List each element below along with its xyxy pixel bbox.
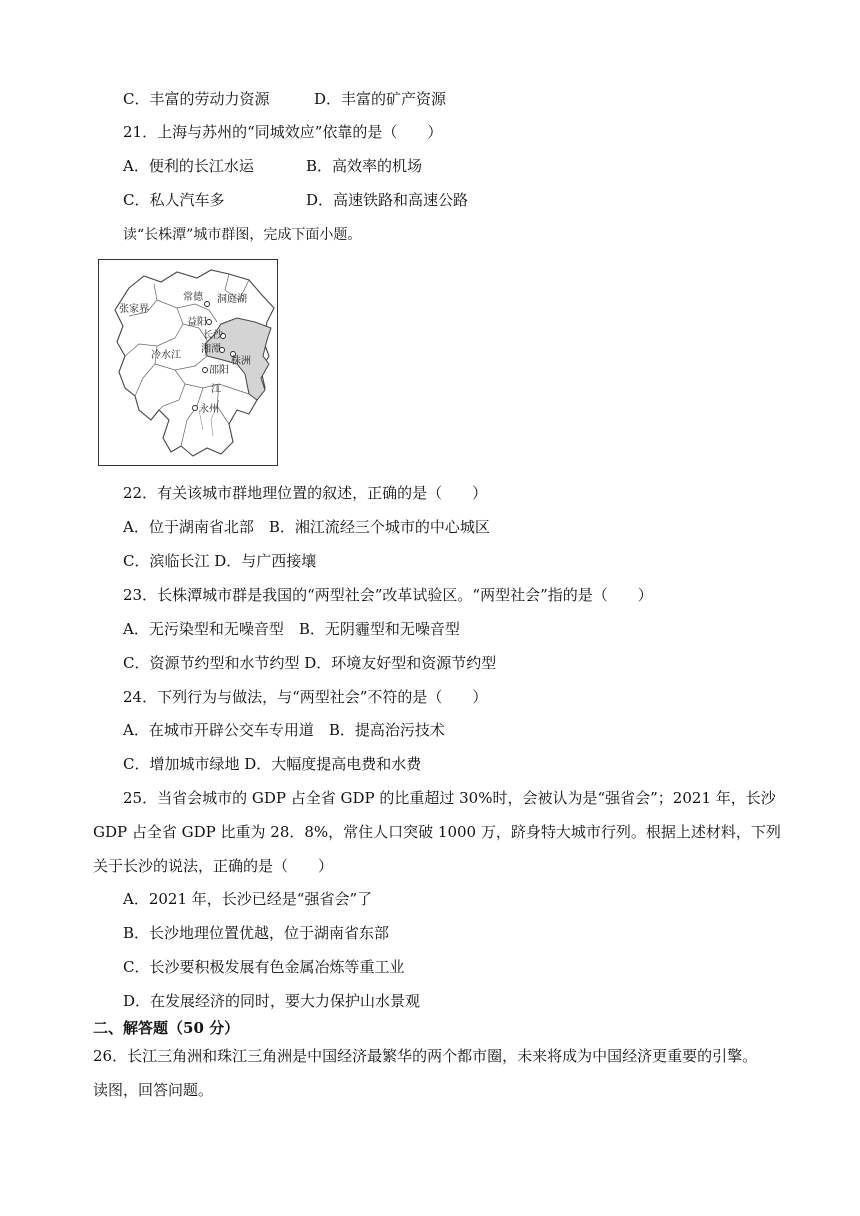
q24-options-ab: A．在城市开辟公交车专用道 B．提高治污技术: [123, 721, 445, 739]
label-yiyang: 益阳: [187, 317, 207, 328]
q23-options-cd: C．资源节约型和水节约型 D．环境友好型和资源节约型: [123, 654, 497, 672]
q22-options-cd: C．滨临长江 D．与广西接壤: [123, 552, 317, 570]
q23-options-ab: A．无污染型和无噪音型 B．无阴霾型和无噪音型: [123, 620, 460, 638]
q21-option-a: A．便利的长江水运: [123, 157, 254, 175]
yongzhou-marker: [193, 406, 198, 411]
changzhutan-map: [98, 259, 278, 466]
map-intro-text: 读“长株潭”城市群图，完成下面小题。: [123, 227, 362, 243]
shaoyang-marker: [203, 368, 208, 373]
q21-option-c: C．私人汽车多: [123, 191, 225, 209]
q24-stem: 24．下列行为与做法，与“两型社会”不符的是（ ）: [123, 688, 488, 706]
q22-stem: 22．有关该城市群地理位置的叙述，正确的是（ ）: [123, 484, 488, 502]
label-shaoyang: 邵阳: [209, 365, 229, 376]
q25-option-a: A．2021 年，长沙已经是“强省会”了: [123, 890, 373, 908]
q25-stem-line1: 25．当省会城市的 GDP 占全省 GDP 的比重超过 30%时，会被认为是“强省会”；2021 年，长沙: [123, 789, 776, 807]
q26-stem-line2: 读图，回答问题。: [93, 1081, 214, 1099]
label-changsha: 长沙: [203, 330, 223, 341]
label-jiang: 江: [211, 384, 221, 395]
yiyang-marker: [207, 320, 212, 325]
q26-stem-line1: 26．长江三角洲和珠江三角洲是中国经济最繁华的两个都市圈，未来将成为中国经济更重要的引擎。: [93, 1047, 758, 1065]
label-lengshuijiang: 冷水江: [151, 350, 181, 361]
map-drawing: [99, 260, 279, 467]
q24-options-cd: C．增加城市绿地 D．大幅度提高电费和水费: [123, 755, 422, 773]
q25-stem-line2: GDP 占全省 GDP 比重为 28．8%，常住人口突破 1000 万，跻身特大城市行列。根据上述材料，下列: [93, 823, 781, 841]
q25-stem-line3: 关于长沙的说法，正确的是（ ）: [93, 857, 334, 875]
q25-option-d: D．在发展经济的同时，要大力保护山水景观: [123, 992, 421, 1010]
q21-option-d: D．高速铁路和高速公路: [306, 191, 469, 209]
label-xiangtan: 湘潭: [201, 344, 221, 355]
label-dongtinghu: 洞庭湖: [217, 294, 247, 305]
q21-stem: 21．上海与苏州的“同城效应”依靠的是（ ）: [123, 123, 443, 141]
q22-options-ab: A．位于湖南省北部 B．湘江流经三个城市的中心城区: [123, 518, 490, 536]
changde-marker: [205, 302, 210, 307]
section-heading: 二、解答题（50 分）: [93, 1019, 240, 1037]
label-yongzhou: 永州: [199, 404, 219, 415]
q21-option-b: B．高效率的机场: [306, 157, 423, 175]
q25-option-c: C．长沙要积极发展有色金属冶炼等重工业: [123, 958, 405, 976]
q20-option-d: D．丰富的矿产资源: [314, 90, 447, 108]
q20-option-c: C．丰富的劳动力资源: [123, 90, 270, 108]
label-changde: 常德: [183, 292, 203, 303]
q25-option-b: B．长沙地理位置优越，位于湖南省东部: [123, 924, 390, 942]
label-zhangjiajie: 张家界: [119, 304, 149, 315]
label-zhuzhou: 株洲: [231, 356, 251, 367]
q23-stem: 23．长株潭城市群是我国的“两型社会”改革试验区。“两型社会”指的是（ ）: [123, 586, 653, 604]
